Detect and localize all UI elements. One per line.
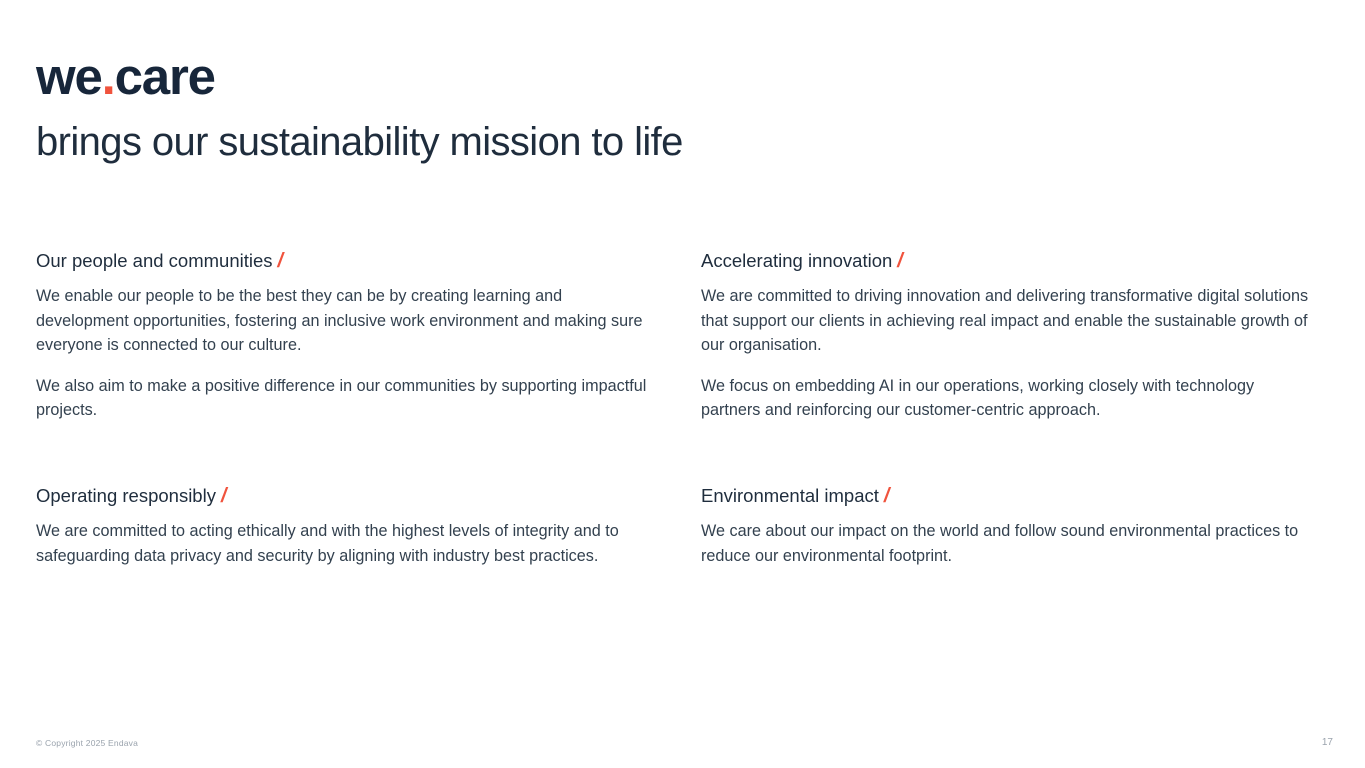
section-paragraph: We enable our people to be the best they can be by creating learning and development opportunities, fostering an inclusive work environment and making sure everyone is connected to our culture. — [36, 287, 643, 355]
section-paragraph: We also aim to make a positive difference in our communities by supporting impactful projects. — [36, 376, 647, 420]
section-paragraph: We are committed to driving innovation and delivering transformative digital solutions that support our clients in achieving real impact and enable the sustainable growth of our organisation. — [701, 287, 1309, 355]
section-our-people-and-communities — [36, 248, 701, 423]
section-paragraph: We care about our impact on the world and follow sound environmental practices to reduce our environmental footprint. — [701, 521, 1299, 565]
we-care-logo — [36, 46, 683, 108]
section-heading-label: Our people and communities — [36, 250, 273, 271]
title-block — [36, 46, 683, 168]
copyright-notice: © Copyright 2025 Endava — [36, 738, 139, 748]
section-heading — [36, 483, 683, 509]
section-heading-label: Operating responsibly — [36, 484, 216, 506]
logo-dot: . — [101, 48, 115, 105]
section-operating-responsibly — [36, 483, 701, 568]
page-number: 17 — [1321, 737, 1333, 748]
slash-accent-icon: / — [277, 250, 284, 272]
section-paragraph: We focus on embedding AI in our operations, working closely with technology partners and reinforcing our customer-centric approach. — [701, 376, 1255, 420]
section-paragraph: We are committed to acting ethically and with the highest levels of integrity and to safeguarding data privacy and security by aligning with industry best practices. — [36, 521, 619, 565]
section-environmental-impact — [701, 483, 1329, 568]
section-heading — [36, 248, 683, 274]
slash-accent-icon: / — [897, 250, 903, 272]
slash-accent-icon: / — [220, 484, 227, 507]
logo-text-we: we — [36, 48, 102, 105]
page-title: brings our sustainability mission to life — [36, 120, 683, 164]
logo-text-care: care — [114, 48, 215, 105]
section-heading — [701, 483, 1311, 509]
section-heading-label: Environmental impact — [701, 484, 879, 506]
section-heading-label: Accelerating innovation — [701, 250, 893, 271]
sections-grid — [36, 248, 1329, 568]
slash-accent-icon: / — [883, 484, 890, 507]
section-accelerating-innovation — [701, 248, 1329, 423]
section-heading — [701, 248, 1311, 274]
